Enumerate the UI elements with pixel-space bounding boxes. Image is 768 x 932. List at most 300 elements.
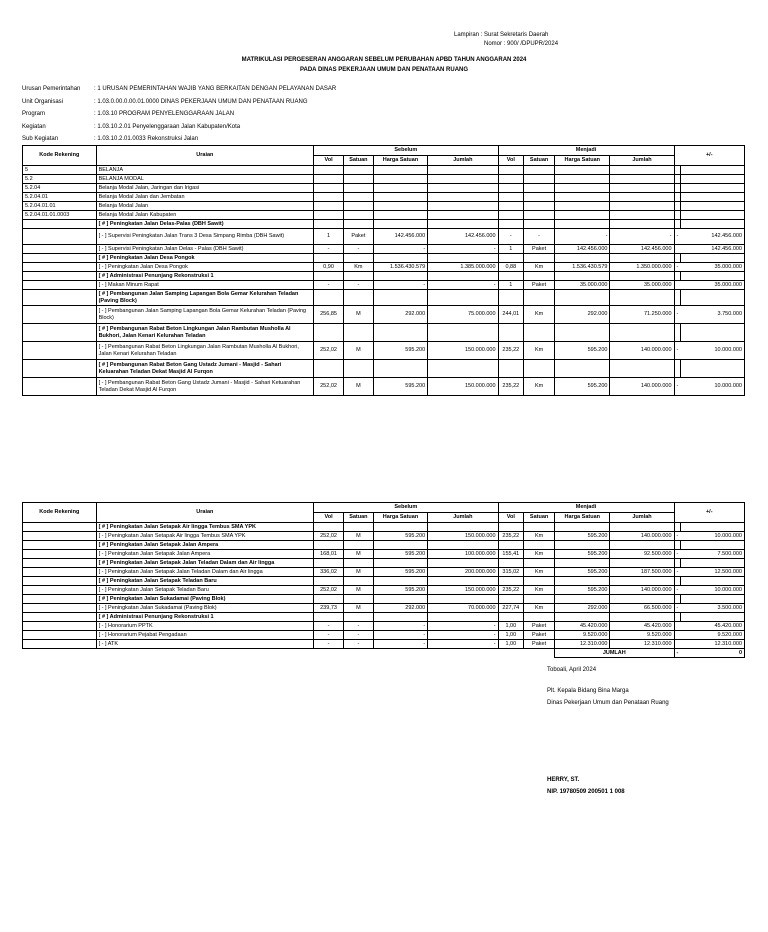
empty-cell [555, 166, 610, 175]
satuan-menjadi: Km [524, 532, 555, 541]
empty-cell [555, 559, 610, 568]
kode-rekening [23, 613, 97, 622]
jumlah-sebelum: 100.000.000 [428, 550, 498, 559]
harga-menjadi: 595.200 [555, 586, 610, 595]
signature-position-1: Plt. Kepala Bidang Bina Marga [547, 688, 629, 694]
jumlah-menjadi: 140.000.000 [610, 342, 674, 360]
empty-cell [680, 595, 744, 604]
kode-rekening: 5.2.04 [23, 184, 97, 193]
empty-cell [680, 220, 744, 229]
empty-cell [524, 324, 555, 342]
uraian: [ - ] Peningkatan Jalan Setapak Jalan Teladan Dalam dan Air lingga [96, 568, 314, 577]
empty-cell [314, 613, 344, 622]
jumlah-menjadi: 45.420.000 [610, 622, 674, 631]
empty-cell [524, 193, 555, 202]
empty-cell [610, 577, 674, 586]
empty-cell [524, 595, 555, 604]
kode-rekening [23, 559, 97, 568]
empty-cell [680, 211, 744, 220]
empty-cell [428, 613, 498, 622]
table-row [23, 290, 745, 306]
jumlah-sebelum: - [428, 245, 498, 254]
selisih-value: 3.750.000 [680, 306, 744, 324]
kode-rekening [23, 378, 97, 396]
uraian: [ - ] Honorarium Pejabat Pengadaan [96, 631, 314, 640]
header-jumlah: Jumlah [610, 156, 674, 166]
empty-cell [373, 220, 427, 229]
empty-cell [314, 541, 344, 550]
satuan-sebelum: M [343, 568, 373, 577]
empty-cell [680, 360, 744, 378]
uraian: Belanja Modal Jalan dan Jembatan [96, 193, 314, 202]
empty-cell [343, 324, 373, 342]
harga-menjadi: 595.200 [555, 550, 610, 559]
selisih-value: 142.456.000 [680, 229, 744, 245]
group-title: [ # ] Pembangunan Jalan Samping Lapangan Bola Gemar Kelurahan Teladan (Paving Block) [96, 290, 314, 306]
budget-table-2 [22, 502, 745, 658]
satuan-sebelum: M [343, 532, 373, 541]
satuan-menjadi: Paket [524, 640, 555, 649]
empty-cell [524, 184, 555, 193]
kode-rekening [23, 229, 97, 245]
kode-rekening [23, 324, 97, 342]
table-row [23, 604, 745, 613]
empty-cell [680, 290, 744, 306]
document-title: MATRIKULASI PERGESERAN ANGGARAN SEBELUM PERUBAHAN APBD TAHUN ANGGARAN 2024 [241, 57, 527, 63]
satuan-sebelum: - [343, 631, 373, 640]
empty-cell [498, 613, 524, 622]
table-row [23, 211, 745, 220]
uraian: [ - ] ATK [96, 640, 314, 649]
kode-rekening [23, 306, 97, 324]
header-jumlah: Jumlah [428, 156, 498, 166]
empty-cell [314, 211, 344, 220]
harga-sebelum: 595.200 [373, 342, 427, 360]
info-value: : 1.03.10 PROGRAM PENYELENGGARAAN JALAN [94, 111, 235, 117]
empty-cell [343, 220, 373, 229]
jumlah-sebelum: 150.000.000 [428, 532, 498, 541]
empty-cell [610, 166, 674, 175]
empty-cell [373, 324, 427, 342]
satuan-sebelum: M [343, 586, 373, 595]
empty-cell [428, 559, 498, 568]
group-title: [ # ] Peningkatan Jalan Setapak Teladan Baru [96, 577, 314, 586]
empty-cell [343, 577, 373, 586]
harga-menjadi: 142.456.000 [555, 245, 610, 254]
info-label: Sub Kegiatan [22, 136, 59, 142]
uraian: Belanja Modal Jalan [96, 202, 314, 211]
empty-cell [610, 360, 674, 378]
empty-cell [524, 175, 555, 184]
jumlah-sebelum: 200.000.000 [428, 568, 498, 577]
vol-sebelum: - [314, 245, 344, 254]
empty-cell [524, 211, 555, 220]
empty-cell [343, 166, 373, 175]
harga-menjadi: 595.200 [555, 378, 610, 396]
info-row [22, 86, 522, 96]
satuan-menjadi: Km [524, 568, 555, 577]
empty-cell [498, 577, 524, 586]
empty-cell [610, 211, 674, 220]
lampiran [454, 31, 558, 49]
empty-cell [428, 290, 498, 306]
empty-cell [555, 541, 610, 550]
selisih-sign: - [674, 378, 680, 396]
signature-nip: NIP. 19780509 200501 1 008 [547, 789, 625, 795]
jumlah-sebelum: - [428, 631, 498, 640]
empty-cell [314, 272, 344, 281]
header-satuan: Satuan [524, 156, 555, 166]
selisih-value: 10.000.000 [680, 586, 744, 595]
uraian: [ - ] Peningkatan Jalan Setapak Jalan Ampera [96, 550, 314, 559]
group-title: [ # ] Peningkatan Jalan Delas-Palas (DBH Sawit) [96, 220, 314, 229]
satuan-menjadi: - [524, 229, 555, 245]
harga-sebelum: - [373, 245, 427, 254]
header-row [23, 503, 745, 513]
vol-sebelum: 0,90 [314, 263, 344, 272]
empty-cell [314, 175, 344, 184]
vol-sebelum: 168,01 [314, 550, 344, 559]
jumlah-sebelum: 150.000.000 [428, 342, 498, 360]
empty-cell [610, 202, 674, 211]
empty-cell [498, 254, 524, 263]
empty-cell [428, 220, 498, 229]
info-label: Unit Organisasi [22, 98, 64, 105]
vol-menjadi: 235,22 [498, 378, 524, 396]
total-sign: - [674, 649, 680, 658]
satuan-menjadi: Km [524, 550, 555, 559]
header-row [23, 146, 745, 156]
uraian: [ - ] Peningkatan Jalan Setapak Teladan Baru [96, 586, 314, 595]
selisih-value: 10.000.000 [680, 378, 744, 396]
selisih-sign: - [674, 263, 680, 272]
empty-cell [343, 272, 373, 281]
uraian: [ - ] Pembangunan Rabat Beton Gang Ustadz Jumani - Masjid - Sahari Ketuarahan Teladan Dekat Masjid Al Furqon [96, 378, 314, 396]
selisih-sign: - [674, 568, 680, 577]
satuan-sebelum: - [343, 281, 373, 290]
info-row [22, 124, 522, 134]
jumlah-menjadi: 12.310.000 [610, 640, 674, 649]
empty-cell [610, 220, 674, 229]
uraian: [ - ] Supervisi Peningkatan Jalan Delas - Palas (DBH Sawit) [96, 245, 314, 254]
total-label: JUMLAH [555, 649, 674, 658]
header-vol: Vol [498, 156, 524, 166]
header-uraian: Uraian [96, 503, 314, 523]
empty-cell [524, 541, 555, 550]
header-sebelum: Sebelum [314, 146, 498, 156]
harga-sebelum: 595.200 [373, 550, 427, 559]
signature-name: HERRY, ST. [547, 777, 580, 783]
uraian: [ - ] Pembangunan Jalan Samping Lapangan Bola Gemar Kelurahan Teladan (Paving Block) [96, 306, 314, 324]
empty-cell [498, 595, 524, 604]
uraian: [ - ] Peningkatan Jalan Sukadamai (Paving Blok) [96, 604, 314, 613]
table-row [23, 550, 745, 559]
empty-cell [428, 166, 498, 175]
selisih-sign: - [674, 342, 680, 360]
table-row [23, 568, 745, 577]
empty-cell [524, 523, 555, 532]
selisih-value: 10.000.000 [680, 342, 744, 360]
info-row [22, 99, 522, 109]
table-row [23, 613, 745, 622]
empty-cell [680, 272, 744, 281]
header-vol: Vol [498, 513, 524, 523]
empty-cell [314, 324, 344, 342]
empty-cell [373, 649, 427, 658]
kode-rekening [23, 604, 97, 613]
satuan-sebelum: Km [343, 263, 373, 272]
header-harga: Harga Satuan [555, 156, 610, 166]
empty-cell [680, 613, 744, 622]
harga-sebelum: 595.200 [373, 568, 427, 577]
table-row [23, 166, 745, 175]
empty-cell [343, 202, 373, 211]
empty-cell [343, 254, 373, 263]
jumlah-menjadi: 140.000.000 [610, 378, 674, 396]
satuan-menjadi: Km [524, 378, 555, 396]
empty-cell [680, 577, 744, 586]
empty-cell [524, 613, 555, 622]
header-harga: Harga Satuan [373, 156, 427, 166]
vol-menjadi: 1,00 [498, 631, 524, 640]
empty-cell [314, 559, 344, 568]
jumlah-sebelum: 150.000.000 [428, 586, 498, 595]
signature-position-2: Dinas Pekerjaan Umum dan Penataan Ruang [547, 700, 669, 706]
vol-menjadi: 315,02 [498, 568, 524, 577]
jumlah-sebelum: 70.000.000 [428, 604, 498, 613]
signature-date: Toboali, April 2024 [547, 667, 597, 673]
empty-cell [428, 202, 498, 211]
empty-cell [373, 523, 427, 532]
empty-cell [343, 559, 373, 568]
empty-cell [610, 559, 674, 568]
vol-sebelum: 252,02 [314, 532, 344, 541]
kode-rekening: 5 [23, 166, 97, 175]
empty-cell [498, 166, 524, 175]
kode-rekening [23, 263, 97, 272]
table-row [23, 229, 745, 245]
kode-rekening [23, 640, 97, 649]
table-row [23, 254, 745, 263]
header-jumlah: Jumlah [428, 513, 498, 523]
kode-rekening [23, 272, 97, 281]
info-value: : 1.03.10.2.01 Penyelenggaraan Jalan Kabupaten/Kota [94, 123, 241, 130]
harga-menjadi: 9.520.000 [555, 631, 610, 640]
empty-cell [680, 184, 744, 193]
jumlah-menjadi: 71.250.000 [610, 306, 674, 324]
empty-cell [428, 360, 498, 378]
empty-cell [373, 184, 427, 193]
empty-cell [610, 290, 674, 306]
kode-rekening [23, 595, 97, 604]
empty-cell [498, 324, 524, 342]
table-row [23, 541, 745, 550]
empty-cell [373, 166, 427, 175]
total-value: 0 [680, 649, 744, 658]
info-value: : 1 URUSAN PEMERINTAHAN WAJIB YANG BERKAITAN DENGAN PELAYANAN DASAR [94, 86, 337, 92]
empty-cell [343, 613, 373, 622]
empty-cell [610, 254, 674, 263]
table-row [23, 184, 745, 193]
empty-cell [373, 254, 427, 263]
empty-cell [23, 649, 97, 658]
lampiran-line-1: Lampiran : Surat Sekretaris Daerah [454, 32, 549, 38]
table-row [23, 263, 745, 272]
empty-cell [555, 577, 610, 586]
harga-menjadi: 1.536.430.579 [555, 263, 610, 272]
kode-rekening [23, 342, 97, 360]
empty-cell [555, 324, 610, 342]
uraian: Belanja Modal Jalan Kabupaten [96, 211, 314, 220]
vol-sebelum: 336,02 [314, 568, 344, 577]
empty-cell [343, 290, 373, 306]
empty-cell [373, 360, 427, 378]
satuan-menjadi: Paket [524, 245, 555, 254]
uraian: [ - ] Peningkatan Jalan Setapak Air lingga Tembus SMA YPK [96, 532, 314, 541]
info-label: Kegiatan [22, 123, 46, 130]
lampiran-line-2: Nomor : 900/ /DPUPR/2024 [484, 41, 559, 47]
header-uraian: Uraian [96, 146, 314, 166]
empty-cell [373, 202, 427, 211]
harga-menjadi: - [555, 229, 610, 245]
empty-cell [373, 193, 427, 202]
info-row [22, 111, 522, 121]
group-title: [ # ] Peningkatan Jalan Sukadamai (Paving Blok) [96, 595, 314, 604]
satuan-menjadi: Km [524, 604, 555, 613]
empty-cell [555, 613, 610, 622]
empty-cell [610, 541, 674, 550]
jumlah-sebelum: 1.385.000.000 [428, 263, 498, 272]
jumlah-sebelum: - [428, 281, 498, 290]
group-title: [ # ] Peningkatan Jalan Desa Pongok [96, 254, 314, 263]
empty-cell [373, 290, 427, 306]
table-row [23, 640, 745, 649]
vol-menjadi: 1 [498, 281, 524, 290]
empty-cell [428, 272, 498, 281]
harga-sebelum: 595.200 [373, 378, 427, 396]
jumlah-menjadi: 35.000.000 [610, 281, 674, 290]
empty-cell [314, 595, 344, 604]
harga-sebelum: 142.456.000 [373, 229, 427, 245]
satuan-menjadi: Paket [524, 281, 555, 290]
empty-cell [314, 193, 344, 202]
harga-menjadi: 12.310.000 [555, 640, 610, 649]
empty-cell [498, 211, 524, 220]
empty-cell [498, 272, 524, 281]
selisih-sign: - [674, 306, 680, 324]
empty-cell [498, 541, 524, 550]
empty-cell [610, 595, 674, 604]
budget-table-1 [22, 145, 745, 396]
uraian: [ - ] Pembangunan Rabat Beton Lingkungan Jalan Rambutan Musholla Al Bukhori, Jalan Kenari Kelurahan Teladan [96, 342, 314, 360]
empty-cell [428, 254, 498, 263]
empty-cell [610, 175, 674, 184]
empty-cell [373, 595, 427, 604]
harga-sebelum: - [373, 281, 427, 290]
kode-rekening [23, 550, 97, 559]
vol-menjadi: 235,22 [498, 342, 524, 360]
empty-cell [524, 272, 555, 281]
empty-cell [373, 175, 427, 184]
info-value: : 1.03.10.2.01.0033 Rekonstruksi Jalan [94, 136, 199, 142]
satuan-sebelum: M [343, 550, 373, 559]
empty-cell [555, 254, 610, 263]
empty-cell [314, 360, 344, 378]
vol-sebelum: 252,02 [314, 378, 344, 396]
kode-rekening [23, 622, 97, 631]
group-title: [ # ] Peningkatan Jalan Setapak Jalan Teladan Dalam dan Air lingga [96, 559, 314, 568]
table-row [23, 306, 745, 324]
empty-cell [498, 202, 524, 211]
jumlah-menjadi: 66.500.000 [610, 604, 674, 613]
satuan-menjadi: Km [524, 306, 555, 324]
empty-cell [373, 541, 427, 550]
table-row [23, 595, 745, 604]
table-row [23, 342, 745, 360]
harga-sebelum: 595.200 [373, 532, 427, 541]
empty-cell [314, 254, 344, 263]
empty-cell [428, 541, 498, 550]
table-row [23, 220, 745, 229]
empty-cell [680, 175, 744, 184]
satuan-menjadi: Km [524, 263, 555, 272]
empty-cell [555, 193, 610, 202]
empty-cell [555, 220, 610, 229]
uraian: [ - ] Makan Minum Rapat [96, 281, 314, 290]
header-satuan: Satuan [343, 156, 373, 166]
uraian: BELANJA [96, 166, 314, 175]
empty-cell [314, 290, 344, 306]
empty-cell [555, 360, 610, 378]
kode-rekening [23, 577, 97, 586]
header-kode-rekening: Kode Rekening [23, 146, 97, 166]
empty-cell [680, 193, 744, 202]
harga-sebelum: 595.200 [373, 586, 427, 595]
kode-rekening [23, 281, 97, 290]
group-title: [ # ] Administrasi Penunjang Rekonstruksi 1 [96, 272, 314, 281]
header-harga: Harga Satuan [373, 513, 427, 523]
empty-cell [610, 324, 674, 342]
jumlah-menjadi: 92.500.000 [610, 550, 674, 559]
jumlah-menjadi: 9.520.000 [610, 631, 674, 640]
kode-rekening [23, 290, 97, 306]
table-row [23, 272, 745, 281]
empty-cell [314, 649, 344, 658]
empty-cell [524, 166, 555, 175]
empty-cell [343, 649, 373, 658]
harga-sebelum: - [373, 631, 427, 640]
empty-cell [610, 613, 674, 622]
table-row [23, 622, 745, 631]
empty-cell [428, 523, 498, 532]
table-row [23, 360, 745, 378]
satuan-sebelum: Paket [343, 229, 373, 245]
empty-cell [96, 649, 314, 658]
header-jumlah: Jumlah [610, 513, 674, 523]
header-selisih: +/- [674, 503, 744, 523]
empty-cell [428, 577, 498, 586]
empty-cell [498, 220, 524, 229]
empty-cell [373, 272, 427, 281]
table-row [23, 523, 745, 532]
vol-menjadi: 155,41 [498, 550, 524, 559]
kode-rekening [23, 360, 97, 378]
empty-cell [373, 613, 427, 622]
selisih-value: 3.500.000 [680, 604, 744, 613]
info-label: Urusan Pemerintahan [22, 86, 81, 92]
empty-cell [524, 559, 555, 568]
harga-menjadi: 292.000 [555, 306, 610, 324]
